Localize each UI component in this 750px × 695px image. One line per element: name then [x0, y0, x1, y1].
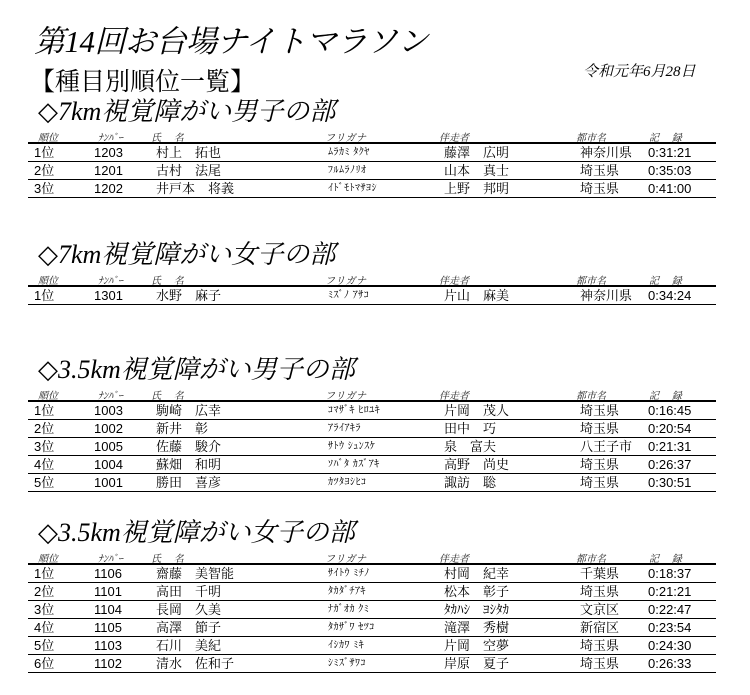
table-header: [28, 387, 716, 402]
cell-city: 新宿区: [580, 620, 620, 635]
cell-time: 0:41:00: [648, 181, 692, 196]
cell-guide: 片山 麻美: [444, 288, 510, 303]
cell-rank: 3位: [34, 602, 55, 617]
cell-time: 0:23:54: [648, 620, 692, 635]
cell-number: 1002: [94, 421, 123, 436]
header-name: 氏 名: [151, 276, 189, 287]
header-name: 氏 名: [151, 554, 189, 565]
cell-number: 1004: [94, 457, 123, 472]
header-guide: 伴走者: [439, 554, 469, 565]
cell-number: 1103: [94, 638, 122, 653]
cell-guide: 高野 尚史: [444, 457, 510, 472]
table-row: [28, 287, 716, 305]
cell-furigana: ｶﾂﾀﾖｼﾋｺ: [328, 477, 367, 488]
cell-city: 埼玉県: [580, 163, 620, 178]
table-row: [28, 601, 716, 619]
cell-rank: 5位: [34, 475, 55, 490]
header-number: ﾅﾝﾊﾞｰ: [98, 276, 123, 287]
results-section: [0, 95, 750, 198]
table-row: [28, 583, 716, 601]
cell-furigana: ｲｼｶﾜ ﾐｷ: [328, 640, 365, 651]
cell-city: 千葉県: [580, 566, 620, 581]
header-rank: 順位: [38, 133, 58, 144]
table-row: [28, 565, 716, 583]
cell-furigana: ｲﾄﾞﾓﾄﾏｻﾖｼ: [328, 183, 377, 194]
header-city: 都市名: [576, 133, 606, 144]
cell-furigana: ｱﾗｲｱｷﾗ: [328, 423, 361, 434]
cell-name: 水野 麻子: [156, 288, 222, 303]
cell-number: 1106: [94, 566, 122, 581]
cell-guide: 上野 邦明: [444, 181, 510, 196]
cell-furigana: ﾌﾙﾑﾗﾉﾘｵ: [328, 165, 367, 176]
header-city: 都市名: [576, 276, 606, 287]
cell-time: 0:31:21: [648, 145, 692, 160]
cell-guide: 藤澤 広明: [444, 145, 510, 160]
cell-name: 長岡 久美: [156, 602, 222, 617]
header-guide: 伴走者: [439, 391, 469, 402]
cell-guide: 滝澤 秀樹: [444, 620, 510, 635]
cell-city: 文京区: [580, 602, 620, 617]
results-section: [0, 353, 750, 492]
results-table: [28, 550, 716, 673]
cell-name: 石川 美紀: [156, 638, 222, 653]
cell-furigana: ｻﾄｳ ｼｭﾝｽｹ: [328, 441, 376, 452]
table-row: [28, 162, 716, 180]
cell-furigana: ﾑﾗｶﾐ ﾀｸﾔ: [328, 147, 370, 158]
table-row: [28, 655, 716, 673]
cell-rank: 5位: [34, 638, 55, 653]
table-row: [28, 144, 716, 162]
section-heading: ◇3.5km視覚障がい女子の部: [38, 518, 355, 547]
header-number: ﾅﾝﾊﾞｰ: [98, 554, 123, 565]
cell-time: 0:30:51: [648, 475, 692, 490]
header-furigana: フリガナ: [325, 554, 367, 565]
cell-rank: 1位: [34, 566, 55, 581]
header-city: 都市名: [576, 391, 606, 402]
header-city: 都市名: [576, 554, 606, 565]
header-time: 記 録: [649, 554, 687, 565]
cell-name: 高澤 節子: [156, 620, 222, 635]
cell-name: 蘇畑 和明: [156, 457, 222, 472]
header-name: 氏 名: [151, 133, 189, 144]
cell-name: 古村 法尾: [156, 163, 222, 178]
cell-city: 埼玉県: [580, 403, 620, 418]
cell-guide: 岸原 夏子: [444, 656, 510, 671]
cell-number: 1202: [94, 181, 123, 196]
results-table: [28, 387, 716, 492]
cell-time: 0:18:37: [648, 566, 692, 581]
table-row: [28, 637, 716, 655]
table-row: [28, 402, 716, 420]
table-row: [28, 180, 716, 198]
cell-city: 埼玉県: [580, 457, 620, 472]
date-label: 令和元年6月28日: [583, 64, 696, 80]
cell-name: 井戸本 将義: [156, 181, 235, 196]
table-header: [28, 129, 716, 144]
cell-city: 埼玉県: [580, 181, 620, 196]
header-number: ﾅﾝﾊﾞｰ: [98, 133, 123, 144]
header-rank: 順位: [38, 554, 58, 565]
page-subtitle: 【種目別順位一覧】: [30, 69, 256, 96]
header-rank: 順位: [38, 276, 58, 287]
header-time: 記 録: [649, 133, 687, 144]
cell-time: 0:24:30: [648, 638, 692, 653]
results-table: [28, 129, 716, 198]
results-section: [0, 238, 750, 305]
cell-city: 神奈川県: [580, 145, 633, 160]
cell-time: 0:35:03: [648, 163, 692, 178]
cell-number: 1104: [94, 602, 122, 617]
cell-furigana: ｺﾏｻﾞｷ ﾋﾛﾕｷ: [328, 405, 381, 416]
cell-furigana: ﾀｶﾀﾞﾁｱｷ: [328, 586, 366, 597]
cell-time: 0:22:47: [648, 602, 692, 617]
table-header: [28, 550, 716, 565]
cell-name: 駒崎 広幸: [156, 403, 222, 418]
header-furigana: フリガナ: [325, 391, 367, 402]
cell-number: 1105: [94, 620, 122, 635]
cell-rank: 2位: [34, 163, 55, 178]
cell-guide: 村岡 紀幸: [444, 566, 510, 581]
cell-guide: ﾀｶﾊｼ ﾖｼﾀｶ: [444, 602, 510, 617]
cell-rank: 2位: [34, 421, 55, 436]
cell-name: 清水 佐和子: [156, 656, 235, 671]
cell-name: 勝田 喜彦: [156, 475, 222, 490]
cell-time: 0:16:45: [648, 403, 692, 418]
cell-name: 新井 彰: [156, 421, 209, 436]
header-number: ﾅﾝﾊﾞｰ: [98, 391, 123, 402]
cell-number: 1005: [94, 439, 123, 454]
cell-city: 八王子市: [580, 439, 633, 454]
cell-rank: 1位: [34, 403, 55, 418]
header-rank: 順位: [38, 391, 58, 402]
table-row: [28, 438, 716, 456]
header-time: 記 録: [649, 391, 687, 402]
section-heading: ◇3.5km視覚障がい男子の部: [38, 355, 355, 384]
header-name: 氏 名: [151, 391, 189, 402]
cell-city: 埼玉県: [580, 475, 620, 490]
cell-number: 1301: [94, 288, 123, 303]
cell-rank: 4位: [34, 620, 55, 635]
cell-rank: 3位: [34, 439, 55, 454]
cell-rank: 3位: [34, 181, 55, 196]
cell-guide: 諏訪 聡: [444, 475, 497, 490]
cell-city: 神奈川県: [580, 288, 633, 303]
cell-guide: 松本 彰子: [444, 584, 510, 599]
cell-furigana: ｼﾐｽﾞｻﾜｺ: [328, 658, 366, 669]
cell-guide: 田中 巧: [444, 421, 497, 436]
cell-time: 0:20:54: [648, 421, 692, 436]
cell-furigana: ﾐｽﾞﾉ ｱｻｺ: [328, 290, 370, 301]
header-furigana: フリガナ: [325, 276, 367, 287]
cell-rank: 6位: [34, 656, 55, 671]
cell-number: 1101: [94, 584, 122, 599]
cell-number: 1203: [94, 145, 123, 160]
cell-name: 齋藤 美智能: [156, 566, 235, 581]
cell-furigana: ﾀｶｻﾞﾜ ｾﾂｺ: [328, 622, 375, 633]
cell-furigana: ﾅｶﾞｵｶ ｸﾐ: [328, 604, 370, 615]
cell-guide: 山本 真士: [444, 163, 510, 178]
table-header: [28, 272, 716, 287]
cell-rank: 1位: [34, 288, 55, 303]
cell-rank: 4位: [34, 457, 55, 472]
results-table: [28, 272, 716, 305]
cell-rank: 2位: [34, 584, 55, 599]
cell-furigana: ｻｲﾄｳ ﾐﾁﾉ: [328, 568, 370, 579]
cell-name: 村上 拓也: [156, 145, 222, 160]
section-heading: ◇7km視覚障がい男子の部: [38, 97, 336, 126]
cell-number: 1003: [94, 403, 123, 418]
table-row: [28, 420, 716, 438]
header-guide: 伴走者: [439, 276, 469, 287]
page-title: 第14回お台場ナイトマラソン: [34, 24, 428, 59]
cell-guide: 片岡 空夢: [444, 638, 510, 653]
cell-time: 0:34:24: [648, 288, 692, 303]
cell-name: 佐藤 駿介: [156, 439, 222, 454]
header-time: 記 録: [649, 276, 687, 287]
cell-number: 1001: [94, 475, 123, 490]
cell-time: 0:26:37: [648, 457, 692, 472]
cell-number: 1201: [94, 163, 123, 178]
cell-name: 高田 千明: [156, 584, 222, 599]
table-row: [28, 619, 716, 637]
cell-time: 0:21:31: [648, 439, 692, 454]
cell-guide: 片岡 茂人: [444, 403, 510, 418]
cell-furigana: ｿﾊﾞﾀ ｶｽﾞｱｷ: [328, 459, 380, 470]
cell-city: 埼玉県: [580, 656, 620, 671]
cell-time: 0:21:21: [648, 584, 692, 599]
table-row: [28, 474, 716, 492]
cell-guide: 泉 富夫: [444, 439, 497, 454]
cell-city: 埼玉県: [580, 638, 620, 653]
table-row: [28, 456, 716, 474]
results-section: [0, 516, 750, 673]
cell-city: 埼玉県: [580, 421, 620, 436]
cell-time: 0:26:33: [648, 656, 692, 671]
header-furigana: フリガナ: [325, 133, 367, 144]
section-heading: ◇7km視覚障がい女子の部: [38, 240, 336, 269]
cell-city: 埼玉県: [580, 584, 620, 599]
cell-number: 1102: [94, 656, 122, 671]
cell-rank: 1位: [34, 145, 55, 160]
header-guide: 伴走者: [439, 133, 469, 144]
